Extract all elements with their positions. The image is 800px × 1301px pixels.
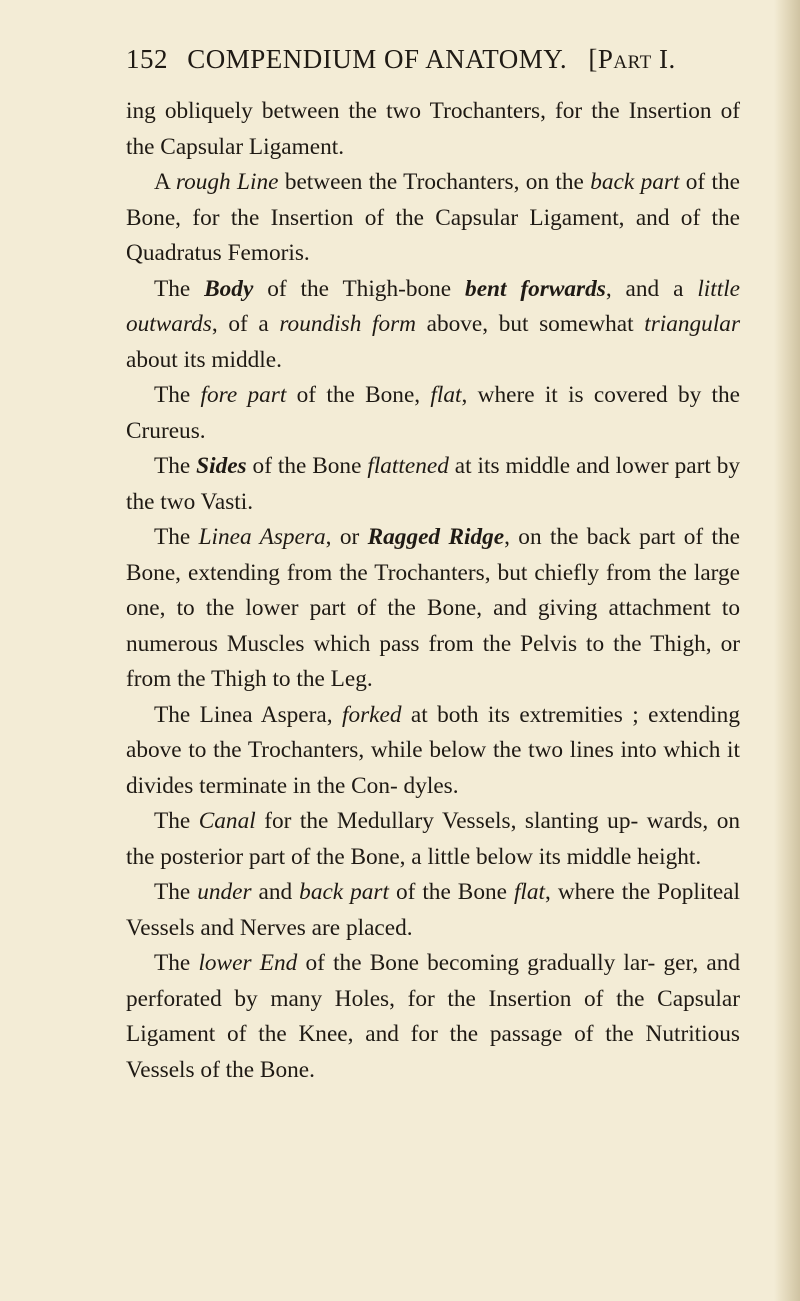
part-bracket: [	[588, 44, 598, 74]
paragraph	[126, 378, 740, 449]
emphasized-text: lower End	[198, 950, 298, 976]
paragraph	[126, 875, 740, 946]
part-label	[588, 44, 675, 74]
paragraph	[126, 272, 740, 379]
text-run: at its middle and lower part by the two Vasti.	[126, 453, 741, 515]
emphasized-text: bent forwards	[465, 275, 606, 302]
paragraph	[126, 449, 740, 520]
text-run: between the Trochanters, on the	[278, 169, 591, 195]
text-run: The	[154, 879, 198, 905]
text-run: about its middle.	[126, 346, 282, 373]
emphasized-text: forked	[341, 701, 402, 728]
emphasized-text: Linea Aspera	[198, 524, 326, 550]
text-run: A	[154, 169, 176, 195]
body-text	[126, 94, 740, 1088]
text-run: The	[154, 275, 205, 302]
text-run: , on the back part of the Bone, extending from the Trochanters, but chiefly from the large one, to the lower part of the Bone, and giving attachment to numerous Muscles which pass from the Pelvis to the Thigh, or from the Thigh to the Leg.	[126, 524, 740, 692]
emphasized-text: Body	[204, 275, 254, 302]
emphasized-text: under	[197, 879, 252, 905]
page-number: 152	[126, 44, 168, 74]
part-word: Part	[597, 44, 652, 74]
emphasized-text: back part	[299, 879, 389, 905]
running-head	[126, 44, 746, 84]
emphasized-text: Ragged Ridge	[367, 524, 505, 550]
text-run: above, but somewhat	[416, 311, 645, 337]
emphasized-text: little outwards	[126, 275, 741, 337]
emphasized-text: triangular	[644, 311, 741, 337]
text-run: of the Thigh-bone	[253, 275, 466, 302]
paragraph	[126, 520, 740, 698]
text-run: for the Medullary Vessels, slanting up- wards, on the posterior part of the Bone, a little below its middle height.	[126, 808, 741, 870]
emphasized-text: rough Line	[175, 169, 279, 195]
text-run: The	[154, 524, 199, 550]
text-run: , of a	[211, 311, 280, 337]
text-run: ing obliquely between the two Trochanters, for the Insertion of the Capsular Ligament.	[126, 98, 740, 160]
paragraph	[126, 94, 740, 165]
emphasized-text: Sides	[196, 453, 247, 479]
text-run: at both its extremities ; extending above to the Trochanters, while below the two lines into which it divides terminate in the Con- dyles.	[126, 701, 740, 799]
emphasized-text: Canal	[198, 808, 256, 834]
text-run: The	[154, 950, 199, 976]
text-run: The	[154, 453, 197, 479]
page-edge-shadow	[774, 0, 800, 1301]
header-title: COMPENDIUM OF ANATOMY.	[187, 44, 568, 74]
paragraph	[126, 804, 740, 875]
emphasized-text: back part	[590, 169, 680, 195]
paragraph	[126, 946, 740, 1088]
paragraph	[126, 165, 740, 272]
text-run: of the Bone,	[286, 382, 431, 408]
text-run: of the Bone	[388, 879, 514, 905]
text-run: The	[154, 382, 201, 408]
text-run: and	[251, 879, 300, 905]
text-run: The	[154, 808, 199, 834]
emphasized-text: fore part	[200, 382, 287, 408]
text-run: , and a	[605, 275, 698, 302]
text-run: of the Bone becoming gradually lar- ger, and perforated by many Holes, for the Insertion of the Capsular Ligament of the Knee, and for the passage of the Nutritious Vessels of the Bone.	[126, 950, 740, 1083]
text-run: The Linea Aspera,	[154, 701, 342, 728]
text-run: , where the Popliteal Vessels and Nerves are placed.	[126, 879, 740, 941]
emphasized-text: flattened	[367, 453, 449, 479]
text-run: of the Bone, for the Insertion of the Capsular Ligament, and of the Quadratus Femoris.	[126, 169, 740, 266]
emphasized-text: flat	[513, 879, 546, 905]
paragraph	[126, 698, 740, 805]
text-run: , or	[325, 524, 368, 550]
emphasized-text: flat	[430, 382, 462, 408]
text-run: of the Bone	[246, 453, 368, 479]
emphasized-text: roundish form	[279, 311, 416, 337]
text-run: , where it is covered by the Crureus.	[126, 382, 741, 444]
part-numeral: I.	[651, 44, 676, 74]
